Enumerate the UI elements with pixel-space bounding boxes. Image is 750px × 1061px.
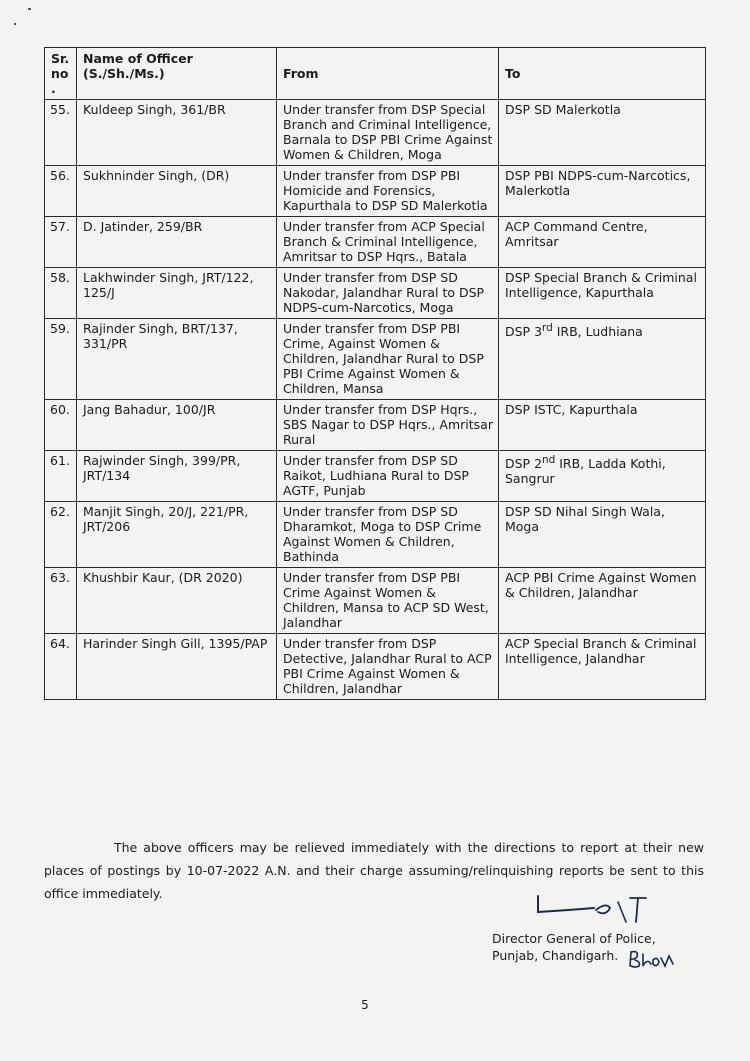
initials-scribble [627,948,675,970]
cell-from: Under transfer from DSP SD Raikot, Ludhiana Rural to DSP AGTF, Punjab [277,451,499,502]
table-row [45,451,706,502]
cell-sr: 60. [45,400,77,451]
page-number: 5 [361,998,369,1012]
cell-to: DSP Special Branch & Criminal Intelligence, Kapurthala [499,268,706,319]
cell-to [499,451,706,502]
table-row [45,217,706,268]
cell-to-text: DSP 2 [505,456,543,472]
cell-sr: 61. [45,451,77,502]
postings-table [44,47,706,700]
cell-to: ACP Special Branch & Criminal Intelligence, Jalandhar [499,634,706,700]
cell-to: DSP SD Malerkotla [499,100,706,166]
cell-sr: 62. [45,502,77,568]
cell-from: Under transfer from DSP PBI Crime, Against Women & Children, Jalandhar Rural to DSP PBI Crime Against Women & Children, Mansa [277,319,499,400]
table-row [45,166,706,217]
cell-from: Under transfer from DSP PBI Crime Against Women & Children, Mansa to ACP SD West, Jalandhar [277,568,499,634]
cell-sr: 58. [45,268,77,319]
table-row [45,100,706,166]
cell-to: DSP ISTC, Kapurthala [499,400,706,451]
table-row [45,634,706,700]
cell-to: DSP SD Nihal Singh Wala, Moga [499,502,706,568]
cell-to [499,319,706,400]
header-from: From [277,48,499,100]
ordinal-suffix: rd [542,322,553,334]
ordinal-suffix: nd [542,454,556,466]
scan-speck [28,8,31,10]
cell-name: Rajinder Singh, BRT/137, 331/PR [77,319,277,400]
cell-to: ACP PBI Crime Against Women & Children, Jalandhar [499,568,706,634]
header-to: To [499,48,706,100]
cell-from: Under transfer from ACP Special Branch & Criminal Intelligence, Amritsar to DSP Hqrs., Batala [277,217,499,268]
cell-sr: 59. [45,319,77,400]
cell-name: Khushbir Kaur, (DR 2020) [77,568,277,634]
cell-name: Jang Bahadur, 100/JR [77,400,277,451]
cell-from: Under transfer from DSP Detective, Jalandhar Rural to ACP PBI Crime Against Women & Children, Jalandhar [277,634,499,700]
cell-sr: 57. [45,217,77,268]
cell-name: Lakhwinder Singh, JRT/122, 125/J [77,268,277,319]
scan-speck [14,23,16,25]
table-row [45,319,706,400]
cell-name: Manjit Singh, 20/J, 221/PR, JRT/206 [77,502,277,568]
cell-name: Kuldeep Singh, 361/BR [77,100,277,166]
closing-note-text: The above officers may be relieved immediately with the directions to report at their new places of postings by 10-07-2022 A.N. and their charge assuming/relinquishing reports be sent to this office immediately. [44,839,704,901]
cell-name: D. Jatinder, 259/BR [77,217,277,268]
cell-from: Under transfer from DSP Special Branch and Criminal Intelligence, Barnala to DSP PBI Crime Against Women & Children, Moga [277,100,499,166]
cell-sr: 56. [45,166,77,217]
signature-block [492,930,712,964]
cell-from: Under transfer from DSP PBI Homicide and Forensics, Kapurthala to DSP SD Malerkotla [277,166,499,217]
table-row [45,502,706,568]
cell-name: Sukhninder Singh, (DR) [77,166,277,217]
table-header [45,48,706,100]
designation-line: Director General of Police, [492,931,656,946]
cell-name: Rajwinder Singh, 399/PR, JRT/134 [77,451,277,502]
cell-from: Under transfer from DSP SD Nakodar, Jalandhar Rural to DSP NDPS-cum-Narcotics, Moga [277,268,499,319]
cell-sr: 55. [45,100,77,166]
table-row [45,400,706,451]
cell-from: Under transfer from DSP SD Dharamkot, Moga to DSP Crime Against Women & Children, Bathinda [277,502,499,568]
cell-name: Harinder Singh Gill, 1395/PAP [77,634,277,700]
cell-sr: 63. [45,568,77,634]
cell-to-text: IRB, Ludhiana [552,324,643,340]
cell-to: DSP PBI NDPS-cum-Narcotics, Malerkotla [499,166,706,217]
cell-to-text: DSP 3 [505,324,543,340]
table-row [45,268,706,319]
header-name: Name of Officer (S./Sh./Ms.) [77,48,277,100]
cell-from: Under transfer from DSP Hqrs., SBS Nagar to DSP Hqrs., Amritsar Rural [277,400,499,451]
table-row [45,568,706,634]
cell-to: ACP Command Centre, Amritsar [499,217,706,268]
designation-line: Punjab, Chandigarh. [492,948,619,963]
cell-to-text: IRB, Ladda Kothi, Sangrur [505,456,666,487]
cell-sr: 64. [45,634,77,700]
header-sr: Sr. no. [45,48,77,100]
